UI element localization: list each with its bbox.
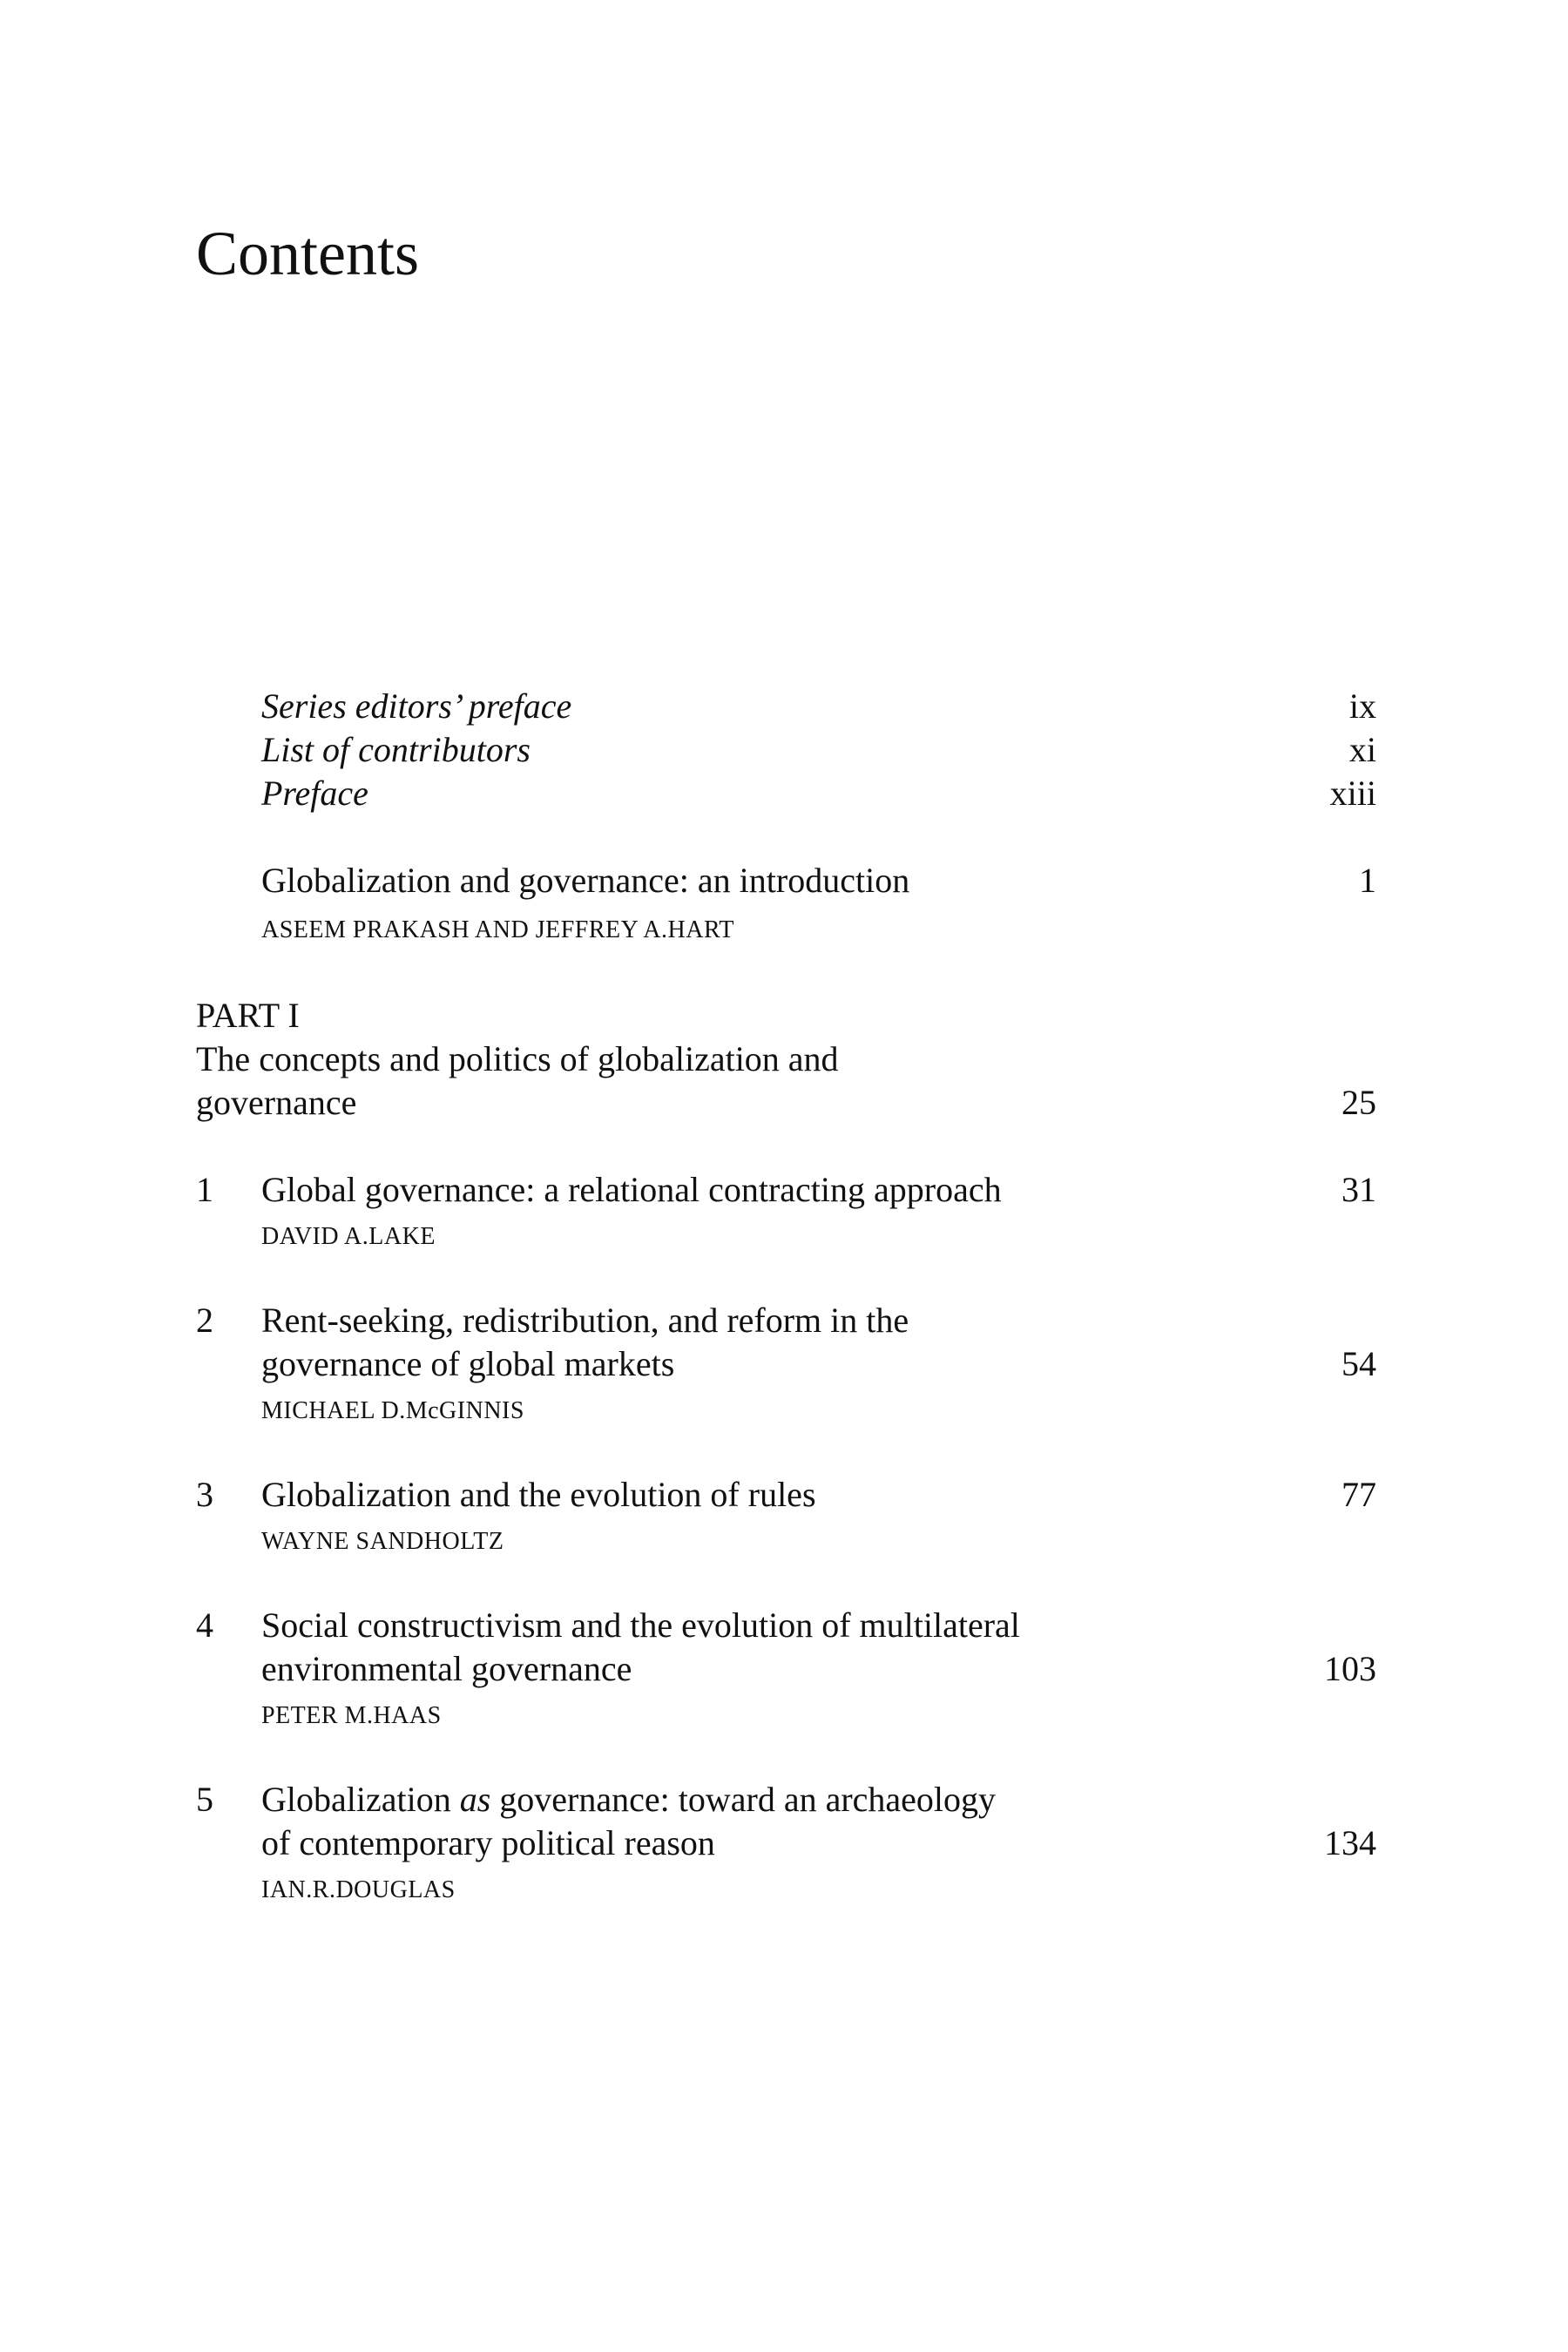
toc-entry-chapter-2-continued[interactable] bbox=[0, 1342, 1568, 1387]
toc-entry-title-emphasis: as bbox=[459, 1780, 491, 1819]
chapter-number: 3 bbox=[196, 1475, 213, 1514]
toc-entry-chapter-2[interactable] bbox=[0, 1298, 1568, 1343]
toc-entry-page: 103 bbox=[1324, 1649, 1376, 1688]
toc-entry-title-line-2: governance of global markets bbox=[261, 1344, 675, 1383]
toc-entry-series-editors-preface[interactable] bbox=[0, 684, 1568, 729]
chapter-number: 5 bbox=[196, 1780, 213, 1819]
toc-entry-page: xi bbox=[1348, 730, 1376, 769]
toc-entry-authors: IAN.R.DOUGLAS bbox=[261, 1876, 456, 1903]
toc-entry-page: 134 bbox=[1324, 1823, 1376, 1862]
part-title-line-1: The concepts and politics of globalization and bbox=[196, 1039, 839, 1078]
part-label-text: PART I bbox=[196, 996, 300, 1035]
part-label bbox=[0, 993, 1568, 1038]
part-title-line-2: governance bbox=[196, 1083, 357, 1122]
toc-entry-introduction[interactable] bbox=[0, 858, 1568, 903]
toc-entry-authors: DAVID A.LAKE bbox=[261, 1223, 436, 1250]
toc-entry-preface[interactable] bbox=[0, 771, 1568, 816]
toc-entry-title: Global governance: a relational contracting approach bbox=[261, 1170, 1002, 1209]
toc-entry-chapter-4[interactable] bbox=[0, 1603, 1568, 1648]
toc-entry-title: Series editors’ preface bbox=[261, 686, 572, 726]
toc-entry-title: Preface bbox=[261, 774, 368, 813]
page-title: Contents bbox=[196, 219, 420, 288]
toc-entry-chapter-1[interactable] bbox=[0, 1167, 1568, 1213]
toc-entry-page: xiii bbox=[1329, 774, 1376, 813]
toc-entry-title: Social constructivism and the evolution of multilateral bbox=[261, 1605, 1020, 1645]
chapter-number: 2 bbox=[196, 1301, 213, 1340]
part-title-continued[interactable] bbox=[0, 1080, 1568, 1125]
toc-entry-page: 54 bbox=[1342, 1344, 1376, 1383]
toc-entry-title: List of contributors bbox=[261, 730, 531, 769]
toc-entry-title: Globalization and the evolution of rules bbox=[261, 1475, 816, 1514]
toc-entry-title-line-2: environmental governance bbox=[261, 1649, 632, 1688]
chapter-number: 1 bbox=[196, 1170, 213, 1209]
toc-entry-title: Rent-seeking, redistribution, and reform in the bbox=[261, 1301, 909, 1340]
toc-entry-authors: PETER M.HAAS bbox=[261, 1702, 442, 1729]
toc-entry-page: 1 bbox=[1359, 861, 1376, 900]
toc-entry-page: 77 bbox=[1342, 1475, 1376, 1514]
toc-entry-list-of-contributors[interactable] bbox=[0, 727, 1568, 773]
toc-entry-title-part: Globalization bbox=[261, 1780, 460, 1819]
toc-entry-title: Globalization and governance: an introduction bbox=[261, 861, 910, 900]
toc-entry-chapter-5[interactable] bbox=[0, 1777, 1568, 1822]
toc-entry-authors: MICHAEL D.McGINNIS bbox=[261, 1397, 524, 1424]
chapter-number: 4 bbox=[196, 1605, 213, 1645]
toc-entry-title-part: governance: toward an archaeology bbox=[490, 1780, 997, 1819]
toc-entry-chapter-5-continued[interactable] bbox=[0, 1821, 1568, 1866]
toc-entry-page: 31 bbox=[1342, 1170, 1376, 1209]
toc-entry-authors: ASEEM PRAKASH AND JEFFREY A.HART bbox=[261, 916, 735, 943]
toc-entry-chapter-3[interactable] bbox=[0, 1472, 1568, 1517]
toc-entry-title-line-2: of contemporary political reason bbox=[261, 1823, 715, 1862]
toc-entry-authors: WAYNE SANDHOLTZ bbox=[261, 1528, 504, 1555]
toc-entry-page: 25 bbox=[1342, 1083, 1376, 1122]
toc-entry-title bbox=[261, 1777, 996, 1822]
toc-entry-chapter-4-continued[interactable] bbox=[0, 1646, 1568, 1692]
toc-entry-page: ix bbox=[1348, 686, 1376, 726]
part-title[interactable] bbox=[0, 1037, 1568, 1082]
